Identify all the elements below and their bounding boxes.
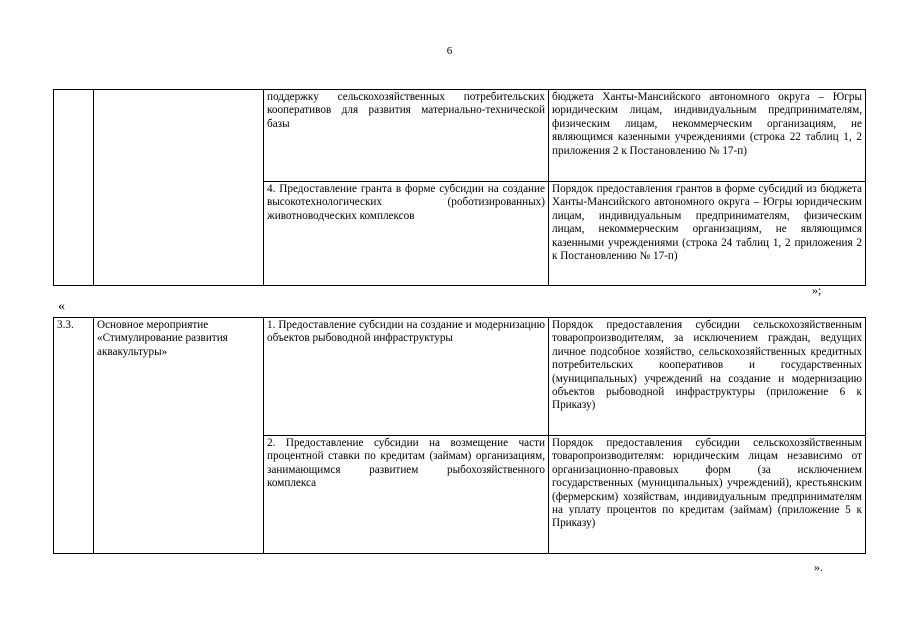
program-table-amendment <box>53 317 866 554</box>
table-cell-event: Основное мероприятие «Стимулирование развития аквакультуры» <box>94 318 264 554</box>
opening-quote: « <box>58 299 65 314</box>
table-cell-measure: 4. Предоставление гранта в форме субсидии на создание высокотехнологических (роботизированных) животноводческих комплексов <box>264 182 549 286</box>
closing-quote: »; <box>812 283 822 297</box>
table-row <box>54 318 866 436</box>
closing-quote: ». <box>814 560 823 574</box>
table-row <box>54 90 866 182</box>
table-cell-procedure: Порядок предоставления грантов в форме субсидий из бюджета Ханты-Мансийского автономного округа – Югры юридическим лицам, индивидуальным предпринимателям, физическим лицам, некоммерческим организациям, не являющимся казенными учреждениями (строка 24 таблиц 1, 2 приложения 2 к Постановлению № 17-п) <box>549 182 866 286</box>
table-cell-procedure: бюджета Ханты-Мансийского автономного округа – Югры юридическим лицам, индивидуальным предпринимателям, физическим лицам, некоммерческим организациям, не являющимся казенными учреждениями (строка 22 таблиц 1, 2 приложения 2 к Постановлению № 17-п) <box>549 90 866 182</box>
table-cell-measure: поддержку сельскохозяйственных потребительских кооперативов для развития материально-технической базы <box>264 90 549 182</box>
table-cell-measure: 1. Предоставление субсидии на создание и модернизацию объектов рыбоводной инфраструктуры <box>264 318 549 436</box>
program-table-continuation <box>53 89 866 286</box>
table-cell-procedure: Порядок предоставления субсидии сельскохозяйственным товаропроизводителям: юридическим лицам независимо от организационно-правовых форм (за исключением государственных (муниципальных) учреждений), крестьянским (фермерским) хозяйствам, индивидуальным предпринимателям на уплату процентов по кредитам (займам) (приложение 5 к Приказу) <box>549 436 866 554</box>
table-cell-procedure: Порядок предоставления субсидии сельскохозяйственным товаропроизводителям, за исключением граждан, ведущих личное подсобное хозяйство, сельскохозяйственных кредитных потребительских кооперативов и государственных (муниципальных) учреждений на создание и модернизацию объектов рыбоводной инфраструктуры (приложение 6 к Приказу) <box>549 318 866 436</box>
table-cell-number: 3.3. <box>54 318 94 554</box>
table-cell-number <box>54 90 94 286</box>
page-number: 6 <box>446 45 453 57</box>
table-cell-event <box>94 90 264 286</box>
table-cell-measure: 2. Предоставление субсидии на возмещение части процентной ставки по кредитам (займам) организациям, занимающимся развитием рыбохозяйственного комплекса <box>264 436 549 554</box>
